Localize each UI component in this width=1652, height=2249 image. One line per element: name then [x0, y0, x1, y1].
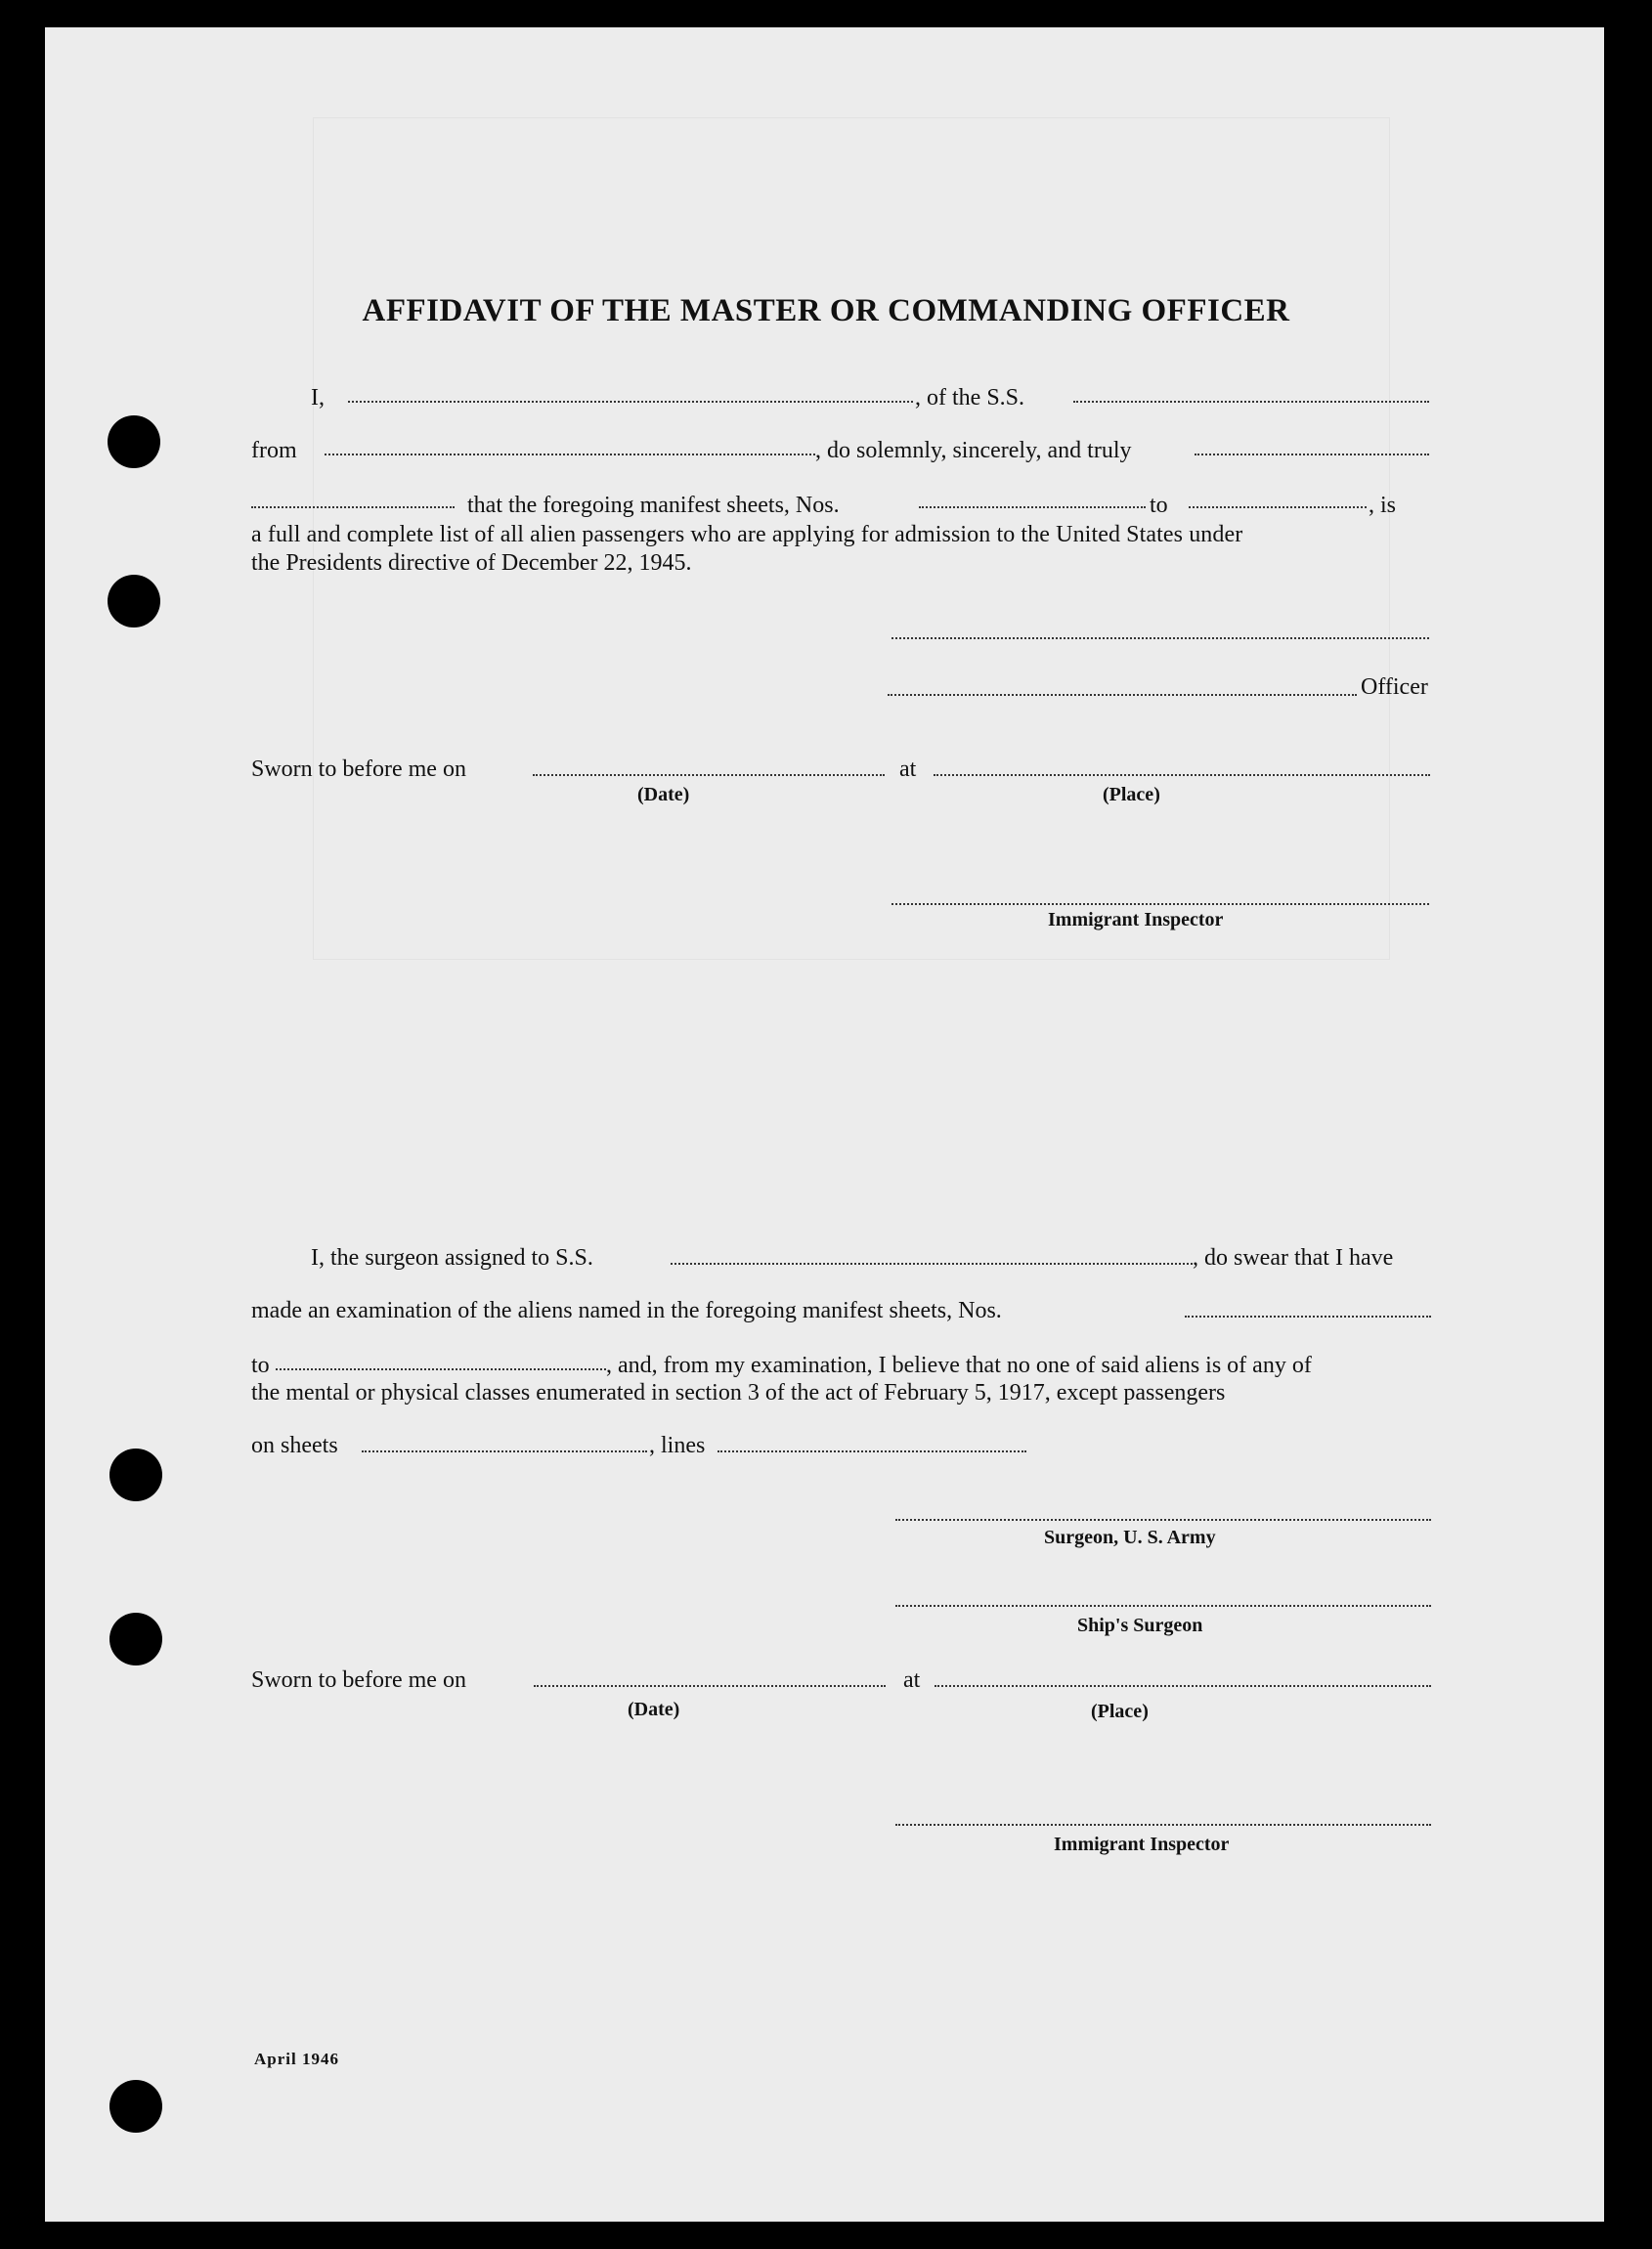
punch-hole — [108, 575, 160, 627]
master-name-field[interactable] — [348, 401, 913, 403]
officer-label: Officer — [1361, 674, 1428, 700]
sworn-place-field[interactable] — [934, 774, 1430, 776]
swear-text: , do swear that I have — [1193, 1245, 1394, 1271]
date-caption: (Date) — [637, 784, 690, 805]
lines-label: , lines — [649, 1433, 706, 1458]
sworn2-place-field[interactable] — [935, 1685, 1431, 1687]
surgeon-line-3: , and, from my examination, I believe that no one of said aliens is of any of — [606, 1353, 1312, 1378]
is-label: , is — [1369, 493, 1397, 518]
on-sheets-label: on sheets — [251, 1433, 338, 1458]
of-ss-label: , of the S.S. — [915, 385, 1025, 411]
surgeon-to-label: to — [251, 1353, 270, 1378]
oath-field[interactable] — [1195, 454, 1429, 455]
place-caption: (Place) — [1103, 784, 1160, 805]
sworn-date-field[interactable] — [533, 774, 885, 776]
date2-caption: (Date) — [628, 1699, 680, 1720]
from-label: from — [251, 438, 297, 463]
surgeon-line-2: made an examination of the aliens named in the foregoing manifest sheets, Nos. — [251, 1298, 1002, 1323]
sworn-at-label: at — [899, 757, 917, 782]
solemnly-text: , do solemnly, sincerely, and truly — [815, 438, 1132, 463]
exception-lines-field[interactable] — [717, 1450, 1026, 1452]
surgeon-line-4: the mental or physical classes enumerated in section 3 of the act of February 5, 1917, except passengers — [251, 1380, 1226, 1406]
place2-caption: (Place) — [1091, 1701, 1149, 1722]
surgeon-ship-field[interactable] — [671, 1263, 1193, 1265]
oath-field-cont[interactable] — [251, 506, 455, 508]
sworn-label: Sworn to before me on — [251, 757, 466, 782]
ship-surgeon-signature-field[interactable] — [895, 1605, 1431, 1607]
sheets-to-field[interactable] — [1189, 506, 1367, 508]
sworn2-label: Sworn to before me on — [251, 1667, 466, 1693]
master-signature-field[interactable] — [891, 637, 1429, 639]
i-label: I, — [311, 385, 325, 411]
punch-hole — [108, 415, 160, 468]
officer-signature-field[interactable] — [888, 694, 1357, 696]
sworn2-at-label: at — [903, 1667, 921, 1693]
master-line-3: the Presidents directive of December 22, 1945. — [251, 550, 692, 576]
inspector2-caption: Immigrant Inspector — [1054, 1834, 1230, 1855]
ship-name-field[interactable] — [1073, 401, 1429, 403]
surgeon-sheets-to-field[interactable] — [276, 1368, 606, 1370]
exception-sheets-field[interactable] — [362, 1450, 647, 1452]
punch-hole — [109, 1449, 162, 1501]
inspector-caption: Immigrant Inspector — [1048, 909, 1224, 930]
form-title: AFFIDAVIT OF THE MASTER OR COMMANDING OFFICER — [362, 293, 1290, 328]
ship-surgeon-caption: Ship's Surgeon — [1077, 1615, 1203, 1636]
punch-hole — [109, 2080, 162, 2133]
form-date: April 1946 — [254, 2050, 339, 2068]
surgeon-sheets-from-field[interactable] — [1185, 1316, 1431, 1318]
army-surgeon-caption: Surgeon, U. S. Army — [1044, 1527, 1216, 1548]
inspector2-signature-field[interactable] — [895, 1824, 1431, 1826]
to-label: to — [1150, 493, 1168, 518]
master-line-2: a full and complete list of all alien passengers who are applying for admission to the United States under — [251, 522, 1243, 547]
surgeon-line-1: I, the surgeon assigned to S.S. — [311, 1245, 593, 1271]
sheets-from-field[interactable] — [919, 506, 1146, 508]
punch-hole — [109, 1613, 162, 1665]
from-port-field[interactable] — [325, 454, 815, 455]
army-surgeon-signature-field[interactable] — [895, 1519, 1431, 1521]
foregoing-text: that the foregoing manifest sheets, Nos. — [467, 493, 840, 518]
sworn2-date-field[interactable] — [534, 1685, 886, 1687]
